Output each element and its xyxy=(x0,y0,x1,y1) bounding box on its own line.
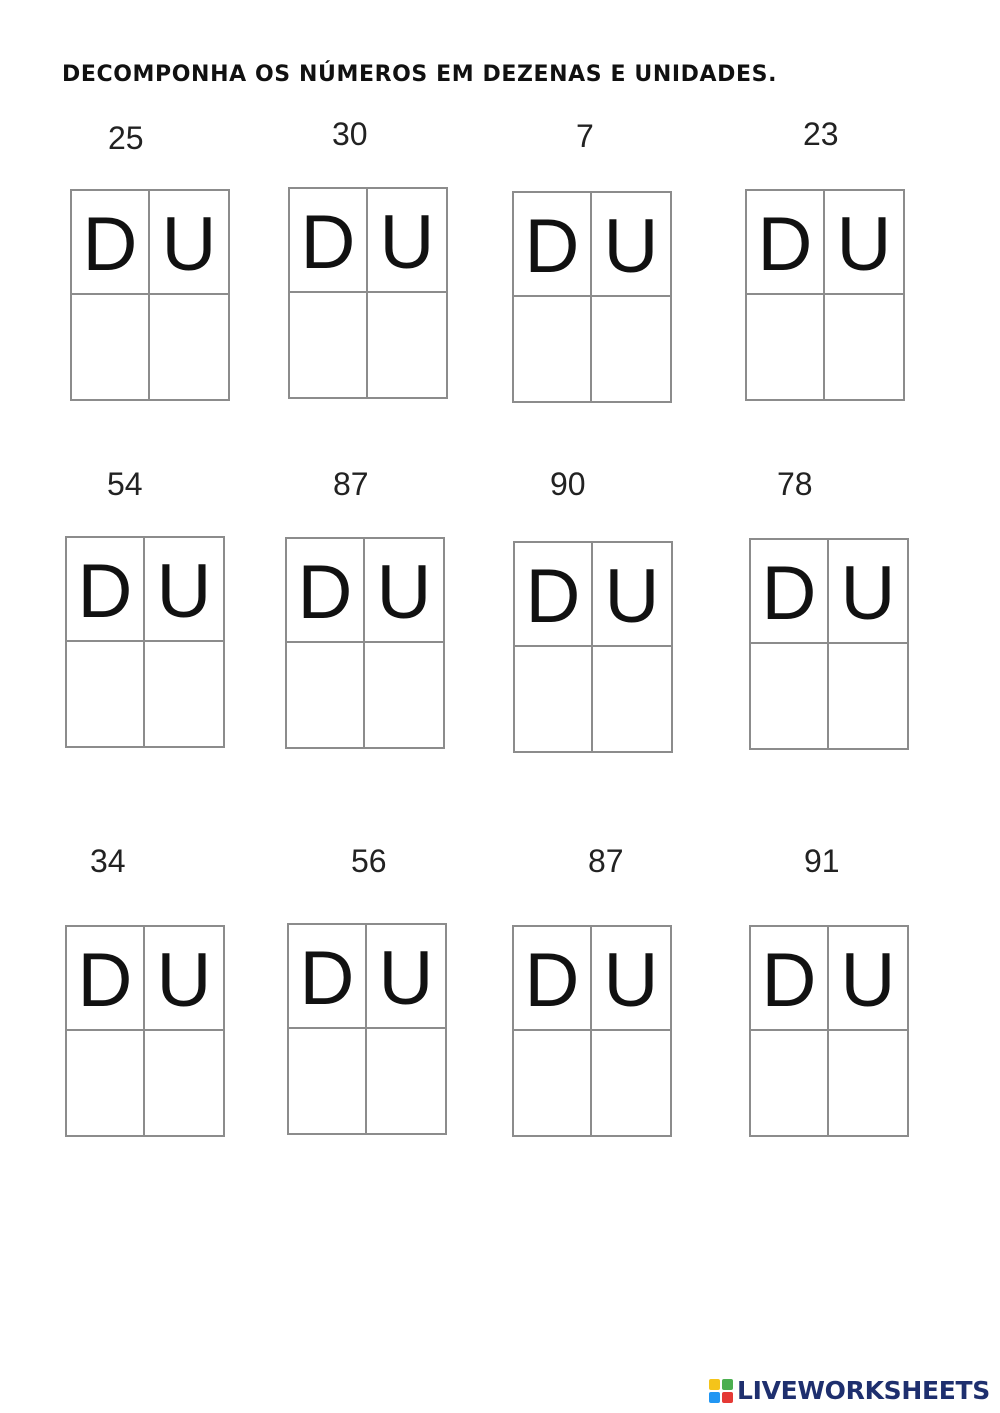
brand-name: LIVEWORKSHEETS xyxy=(736,1376,990,1405)
tens-header-label: D xyxy=(300,200,356,285)
units-answer-cell[interactable] xyxy=(145,642,223,746)
tens-header-label: D xyxy=(82,202,138,287)
tens-answer-cell[interactable] xyxy=(751,644,829,748)
worksheet-title: DECOMPONHA OS NÚMEROS EM DEZENAS E UNIDADES. xyxy=(62,62,778,87)
place-value-chart xyxy=(65,536,225,748)
exercise-number: 91 xyxy=(804,843,840,879)
liveworksheets-logo-icon xyxy=(709,1379,733,1403)
units-header-label: U xyxy=(836,202,892,287)
tens-header-cell xyxy=(287,539,365,643)
tens-header-label: D xyxy=(77,938,133,1023)
logo-square xyxy=(709,1392,720,1403)
units-header-cell xyxy=(367,925,445,1029)
tens-header-cell xyxy=(514,927,592,1031)
units-header-label: U xyxy=(161,202,217,287)
tens-header-label: D xyxy=(77,549,133,634)
tens-answer-cell[interactable] xyxy=(67,1031,145,1135)
tens-answer-cell[interactable] xyxy=(747,295,825,399)
tens-header-cell xyxy=(289,925,367,1029)
place-value-chart xyxy=(288,187,448,399)
tens-header-cell xyxy=(751,540,829,644)
units-answer-cell[interactable] xyxy=(592,297,670,401)
units-header-label: U xyxy=(604,554,660,639)
units-header-cell xyxy=(145,538,223,642)
tens-header-label: D xyxy=(757,202,813,287)
tens-header-cell xyxy=(751,927,829,1031)
place-value-chart xyxy=(745,189,905,401)
tens-answer-cell[interactable] xyxy=(290,293,368,397)
tens-header-cell xyxy=(290,189,368,293)
tens-header-label: D xyxy=(524,204,580,289)
tens-header-label: D xyxy=(525,554,581,639)
tens-answer-cell[interactable] xyxy=(72,295,150,399)
tens-answer-cell[interactable] xyxy=(514,1031,592,1135)
place-value-chart xyxy=(513,541,673,753)
place-value-chart xyxy=(70,189,230,401)
exercise-number: 87 xyxy=(588,843,624,879)
units-header-label: U xyxy=(603,938,659,1023)
place-value-chart xyxy=(749,925,909,1137)
units-header-label: U xyxy=(378,936,434,1021)
tens-answer-cell[interactable] xyxy=(67,642,145,746)
brand-watermark xyxy=(709,1376,990,1405)
units-answer-cell[interactable] xyxy=(592,1031,670,1135)
tens-header-cell xyxy=(72,191,150,295)
tens-answer-cell[interactable] xyxy=(751,1031,829,1135)
tens-header-cell xyxy=(515,543,593,647)
units-answer-cell[interactable] xyxy=(367,1029,445,1133)
exercise-number: 90 xyxy=(550,466,586,502)
units-header-cell xyxy=(150,191,228,295)
units-header-cell xyxy=(368,189,446,293)
units-answer-cell[interactable] xyxy=(150,295,228,399)
exercise-number: 23 xyxy=(803,116,839,152)
place-value-chart xyxy=(512,191,672,403)
units-header-cell xyxy=(592,927,670,1031)
units-header-cell xyxy=(592,193,670,297)
units-header-label: U xyxy=(840,551,896,636)
units-answer-cell[interactable] xyxy=(365,643,443,747)
exercise-number: 78 xyxy=(777,466,813,502)
units-header-label: U xyxy=(603,204,659,289)
units-header-label: U xyxy=(156,549,212,634)
place-value-chart xyxy=(287,923,447,1135)
place-value-chart xyxy=(285,537,445,749)
tens-header-label: D xyxy=(297,550,353,635)
logo-square xyxy=(722,1392,733,1403)
units-header-cell xyxy=(593,543,671,647)
place-value-chart xyxy=(749,538,909,750)
units-header-cell xyxy=(829,927,907,1031)
tens-answer-cell[interactable] xyxy=(287,643,365,747)
units-answer-cell[interactable] xyxy=(593,647,671,751)
tens-answer-cell[interactable] xyxy=(289,1029,367,1133)
place-value-chart xyxy=(512,925,672,1137)
tens-header-cell xyxy=(67,927,145,1031)
tens-header-label: D xyxy=(761,938,817,1023)
exercise-number: 7 xyxy=(576,118,594,154)
units-header-label: U xyxy=(376,550,432,635)
exercise-number: 25 xyxy=(108,120,144,156)
units-answer-cell[interactable] xyxy=(368,293,446,397)
units-header-label: U xyxy=(379,200,435,285)
exercise-number: 87 xyxy=(333,466,369,502)
tens-header-cell xyxy=(747,191,825,295)
tens-header-cell xyxy=(514,193,592,297)
units-answer-cell[interactable] xyxy=(829,644,907,748)
exercise-number: 30 xyxy=(332,116,368,152)
exercise-number: 54 xyxy=(107,466,143,502)
units-answer-cell[interactable] xyxy=(825,295,903,399)
exercise-number: 34 xyxy=(90,843,126,879)
units-answer-cell[interactable] xyxy=(145,1031,223,1135)
units-header-cell xyxy=(825,191,903,295)
tens-header-label: D xyxy=(299,936,355,1021)
units-answer-cell[interactable] xyxy=(829,1031,907,1135)
units-header-cell xyxy=(145,927,223,1031)
place-value-chart xyxy=(65,925,225,1137)
units-header-label: U xyxy=(156,938,212,1023)
logo-square xyxy=(722,1379,733,1390)
units-header-label: U xyxy=(840,938,896,1023)
exercise-number: 56 xyxy=(351,843,387,879)
tens-header-cell xyxy=(67,538,145,642)
tens-answer-cell[interactable] xyxy=(515,647,593,751)
units-header-cell xyxy=(365,539,443,643)
units-header-cell xyxy=(829,540,907,644)
tens-header-label: D xyxy=(761,551,817,636)
logo-square xyxy=(709,1379,720,1390)
tens-header-label: D xyxy=(524,938,580,1023)
tens-answer-cell[interactable] xyxy=(514,297,592,401)
